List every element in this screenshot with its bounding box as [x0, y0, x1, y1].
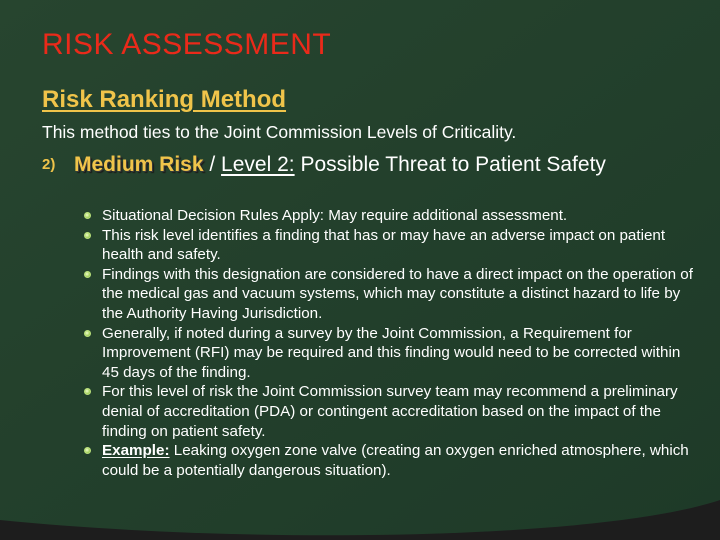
list-item: [84, 324, 694, 383]
list-item: [84, 382, 694, 441]
list-item: [84, 226, 694, 265]
bullet-text: Findings with this designation are considered to have a direct impact on the operation of the medical gas and vacuum systems, which may constitute a distinct hazard to life by the Authority Having Jurisdiction.: [102, 265, 693, 322]
intro-text: This method ties to the Joint Commission Levels of Criticality.: [42, 122, 517, 142]
risk-name: Medium Risk: [74, 153, 204, 176]
slide-title: RISK ASSESSMENT: [42, 28, 332, 61]
level-number: 2): [42, 156, 56, 173]
bullet-text: This risk level identifies a finding that has or may have an adverse impact on patient health and safety.: [102, 226, 666, 264]
list-item: [84, 265, 694, 324]
bullet-icon: [84, 212, 91, 219]
level-separator: /: [203, 153, 222, 176]
list-item: [84, 206, 694, 226]
level-text: [74, 152, 682, 178]
bullet-icon: [84, 271, 91, 278]
bullet-text: Leaking oxygen zone valve (creating an oxygen enriched atmosphere, which could be a potentially dangerous situation).: [102, 442, 689, 479]
bullet-icon: [84, 388, 91, 395]
level-label: Level 2:: [221, 153, 295, 176]
bullet-text: Generally, if noted during a survey by the Joint Commission, a Requirement for Improvement (RFI) may be required and this finding would need to be corrected within 45 days of the finding.: [102, 324, 681, 381]
bullet-text: For this level of risk the Joint Commission survey team may recommend a preliminary denial of accreditation (PDA) or contingent accreditation based on the impact of the finding on patient safety.: [102, 383, 678, 440]
bullet-icon: [84, 330, 91, 337]
bullet-icon: [84, 447, 91, 454]
bullet-icon: [84, 232, 91, 239]
bullet-label: Example:: [102, 442, 170, 460]
bullet-text: Situational Decision Rules Apply: May require additional assessment.: [102, 207, 568, 224]
bullet-list: [84, 206, 694, 480]
risk-level-heading: [42, 152, 682, 178]
level-description: Possible Threat to Patient Safety: [294, 153, 606, 176]
list-item: [84, 441, 694, 480]
slide-subtitle: Risk Ranking Method: [42, 86, 287, 113]
